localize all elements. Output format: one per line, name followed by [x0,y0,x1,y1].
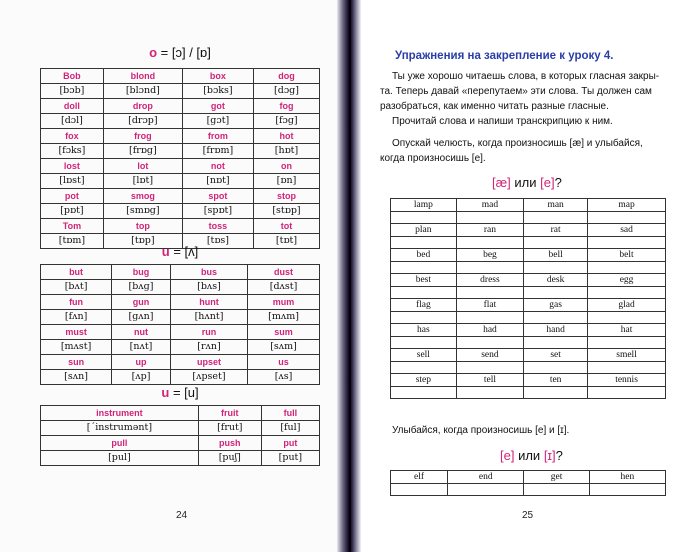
transcription-row [41,114,320,129]
word-row [41,436,320,451]
instruction-paragraph-1 [380,136,643,166]
transcription-row [41,84,320,99]
table-cell: gun [112,295,171,310]
intro-line: Ты уже хорошо читаешь слова, в которых гласная закры- [392,71,660,82]
table-cell: us [248,355,320,370]
word-row [41,159,320,174]
table-cell: [sʌn] [41,370,112,385]
table-cell: [mʌm] [248,310,320,325]
table-cell: [rʌn] [170,340,247,355]
table-cell: [frɒm] [182,144,253,159]
table-cell: belt [588,249,666,262]
title-phonemes: = [ʌ] [169,244,199,259]
intro-line: Прочитай слова и напиши транскрипцию к ним. [392,116,613,127]
table-cell: [frut] [198,421,261,436]
instruction-line: Опускай челюсть, когда произносишь [æ] и улыбайся, [392,138,643,149]
table-cell: [drɔp] [103,114,182,129]
table-cell: smog [103,189,182,204]
blank-cell[interactable] [588,287,666,299]
table-cell: pot [41,189,104,204]
transcription-blank-row [391,312,666,324]
blank-cell[interactable] [391,237,457,249]
table-cell: [fɔg] [253,114,319,129]
table-cell: ran [456,224,523,237]
table-cell: flag [391,299,457,312]
transcription-blank-row [391,484,666,496]
table-cell: Bob [41,69,104,84]
table-cell: [ʌp] [112,370,171,385]
table-cell: [ʌs] [248,370,320,385]
table-cell: end [448,471,524,484]
table-cell: plan [391,224,457,237]
blank-cell[interactable] [456,262,523,274]
transcription-row [41,144,320,159]
transcription-row [41,340,320,355]
table-cell: [fɔks] [41,144,104,159]
table-cell: map [588,199,666,212]
table-cell: instrument [41,406,199,421]
blank-cell[interactable] [456,237,523,249]
table-cell: bug [112,265,171,280]
transcription-blank-row [391,237,666,249]
blank-cell[interactable] [456,287,523,299]
transcription-blank-row [391,387,666,399]
table-cell: best [391,274,457,287]
blank-cell[interactable] [391,287,457,299]
exercise-word-row [391,249,666,262]
section-title-u-long [40,385,320,400]
table-cell: glad [588,299,666,312]
blank-cell[interactable] [524,287,588,299]
blank-cell[interactable] [456,362,523,374]
table-cell: push [198,436,261,451]
word-row [41,69,320,84]
table-o-words [40,68,320,249]
table-cell: [dɔg] [253,84,319,99]
word-row [41,219,320,234]
table-cell: dust [248,265,320,280]
blank-cell[interactable] [456,387,523,399]
vowel-b: [ɪ] [543,448,556,463]
blank-cell[interactable] [588,212,666,224]
table-cell: [stɒp] [253,204,319,219]
blank-cell[interactable] [391,312,457,324]
word-row [41,129,320,144]
table-cell: drop [103,99,182,114]
word-row [41,325,320,340]
title-phonemes: = [ɔ] / [ɒ] [157,45,211,60]
transcription-row [41,174,320,189]
table-cell: step [391,374,457,387]
table-cell: got [182,99,253,114]
table-cell: had [456,324,523,337]
blank-cell[interactable] [588,262,666,274]
blank-cell[interactable] [588,237,666,249]
table-cell: desk [524,274,588,287]
section-title-u-short [40,244,320,259]
table-cell: [bɔks] [182,84,253,99]
table-cell: [dʌst] [248,280,320,295]
instruction-line: когда произносишь [e]. [380,153,486,164]
table-cell: bus [170,265,247,280]
table-cell: [bʌt] [41,280,112,295]
table-cell: tell [456,374,523,387]
table-cell: blond [103,69,182,84]
table-cell: [hɒt] [253,144,319,159]
table-cell: [tɒs] [182,234,253,249]
transcription-row [41,370,320,385]
table-u-short-words [40,264,320,385]
table-cell: [ɒn] [253,174,319,189]
blank-cell[interactable] [588,337,666,349]
section-title-o [40,45,320,60]
table-cell: [ʌpset] [170,370,247,385]
table-cell: [sʌm] [248,340,320,355]
blank-cell[interactable] [524,337,588,349]
table-cell: up [112,355,171,370]
table-cell: [bʌg] [112,280,171,295]
table-cell: [lɒt] [103,174,182,189]
blank-cell[interactable] [391,387,457,399]
blank-cell[interactable] [391,262,457,274]
table-cell: rat [524,224,588,237]
word-row [41,189,320,204]
table-u-long-words [40,405,320,466]
table-cell: gas [524,299,588,312]
table-cell: [lɒst] [41,174,104,189]
table-cell: sun [41,355,112,370]
blank-cell[interactable] [448,484,524,496]
table-cell: hen [589,471,665,484]
title-phonemes: = [u] [169,385,199,400]
word-row [41,355,320,370]
table-cell: hat [588,324,666,337]
spine-shadow [349,0,351,552]
table-cell: get [524,471,589,484]
table-cell: fruit [198,406,261,421]
table-cell: [gɔt] [182,114,253,129]
blank-cell[interactable] [589,484,665,496]
intro-paragraph [380,69,659,129]
table-cell: [ful] [261,421,319,436]
table-cell: send [456,349,523,362]
vowel-title-2 [500,448,563,463]
table-cell: but [41,265,112,280]
table-cell: tennis [588,374,666,387]
blank-cell[interactable] [524,212,588,224]
blank-cell[interactable] [391,212,457,224]
table-cell: [gʌn] [112,310,171,325]
table-cell: set [524,349,588,362]
table-cell: elf [391,471,448,484]
table-cell: mad [456,199,523,212]
blank-cell[interactable] [524,237,588,249]
vowel-b: [e] [540,175,555,190]
word-row [41,265,320,280]
table-cell: flat [456,299,523,312]
table-cell: sell [391,349,457,362]
exercise-word-row [391,299,666,312]
transcription-row [41,451,320,466]
vowel-or: или [510,175,541,190]
exercise-word-row [391,374,666,387]
table-cell: bed [391,249,457,262]
table-cell: [pul] [41,451,199,466]
table-cell: upset [170,355,247,370]
table-cell: man [524,199,588,212]
transcription-row [41,310,320,325]
word-row [41,406,320,421]
table-cell: bell [524,249,588,262]
table-cell: run [170,325,247,340]
title-letter: u [161,385,170,400]
blank-cell[interactable] [391,362,457,374]
blank-cell[interactable] [588,387,666,399]
table-cell: full [261,406,319,421]
transcription-blank-row [391,287,666,299]
blank-cell[interactable] [524,484,589,496]
blank-cell[interactable] [588,362,666,374]
blank-cell[interactable] [456,212,523,224]
table-cell: from [182,129,253,144]
blank-cell[interactable] [524,387,588,399]
transcription-row [41,280,320,295]
table-cell: [spɒt] [182,204,253,219]
table-cell: toss [182,219,253,234]
table-cell: Tom [41,219,104,234]
vowel-or: или [514,448,544,463]
transcription-blank-row [391,362,666,374]
table-cell: fog [253,99,319,114]
instruction-paragraph-2: Улыбайся, когда произносишь [e] и [ɪ]. [392,425,570,436]
table-cell: must [41,325,112,340]
intro-line: разобраться, как именно читать разные гласные. [380,101,609,112]
word-row [41,99,320,114]
blank-cell[interactable] [524,262,588,274]
table-cell: tot [253,219,319,234]
table-cell: hunt [170,295,247,310]
table-cell: lamp [391,199,457,212]
title-letter: o [149,45,158,60]
page-number-left: 24 [176,510,188,521]
vowel-q: ? [554,175,562,190]
exercise-word-row [391,349,666,362]
table-cell: mum [248,295,320,310]
table-cell: frog [103,129,182,144]
table-cell: not [182,159,253,174]
table-cell: [tɒm] [41,234,104,249]
table-cell: hot [253,129,319,144]
vowel-a: [e] [500,448,515,463]
exercise-table-1 [390,198,666,399]
table-cell: [blɔnd] [103,84,182,99]
table-cell: sad [588,224,666,237]
table-cell: fun [41,295,112,310]
blank-cell[interactable] [524,362,588,374]
page-number-right: 25 [522,510,534,521]
table-cell: box [182,69,253,84]
transcription-row [41,204,320,219]
word-row [41,295,320,310]
table-cell: has [391,324,457,337]
table-cell: [fʌn] [41,310,112,325]
intro-line: та. Теперь давай «перепутаем» эти слова. Ты должен сам [380,86,652,97]
table-cell: spot [182,189,253,204]
vowel-title-1 [492,175,562,190]
transcription-blank-row [391,212,666,224]
table-cell: beg [456,249,523,262]
table-cell: [tɒp] [103,234,182,249]
table-cell: top [103,219,182,234]
table-cell: lot [103,159,182,174]
table-cell: [frɒg] [103,144,182,159]
table-cell: dog [253,69,319,84]
table-cell: smell [588,349,666,362]
table-cell: [mʌst] [41,340,112,355]
blank-cell[interactable] [524,312,588,324]
exercise-word-row [391,224,666,237]
table-cell: lost [41,159,104,174]
table-cell: [dɔl] [41,114,104,129]
table-cell: on [253,159,319,174]
table-cell: [nʌt] [112,340,171,355]
exercise-word-row [391,324,666,337]
blank-cell[interactable] [391,484,448,496]
table-cell: doll [41,99,104,114]
table-cell: egg [588,274,666,287]
table-cell: [´instrumənt] [41,421,199,436]
table-cell: pull [41,436,199,451]
transcription-blank-row [391,337,666,349]
transcription-blank-row [391,262,666,274]
title-letter: u [161,244,170,259]
table-cell: [put] [261,451,319,466]
table-cell: [bʌs] [170,280,247,295]
blank-cell[interactable] [588,312,666,324]
table-cell: [bɔb] [41,84,104,99]
table-cell: stop [253,189,319,204]
transcription-row [41,421,320,436]
table-cell: ten [524,374,588,387]
table-cell: [pɒt] [41,204,104,219]
exercise-table-2 [390,470,666,496]
table-cell: sum [248,325,320,340]
table-cell: [puʃ] [198,451,261,466]
table-cell: put [261,436,319,451]
table-cell: [hʌnt] [170,310,247,325]
table-cell: [tɒt] [253,234,319,249]
blank-cell[interactable] [391,337,457,349]
table-cell: fox [41,129,104,144]
exercise-title: Упражнения на закрепление к уроку 4. [395,50,614,62]
table-cell: [smɒg] [103,204,182,219]
exercise-word-row [391,199,666,212]
exercise-word-row [391,471,666,484]
vowel-a: [æ] [492,175,511,190]
table-cell: hand [524,324,588,337]
table-cell: nut [112,325,171,340]
blank-cell[interactable] [456,312,523,324]
table-cell: dress [456,274,523,287]
vowel-q: ? [555,448,563,463]
exercise-word-row [391,274,666,287]
table-cell: [nɒt] [182,174,253,189]
blank-cell[interactable] [456,337,523,349]
